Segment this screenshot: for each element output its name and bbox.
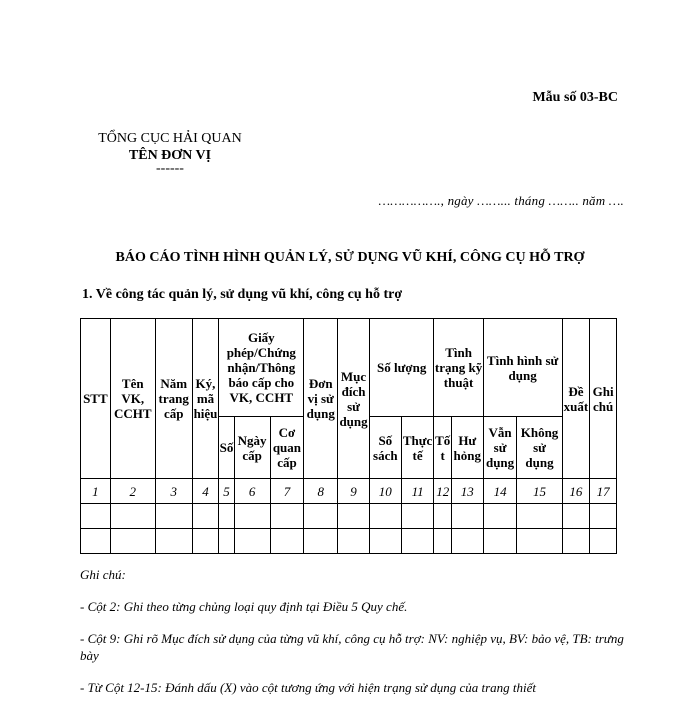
- unit-name: TÊN ĐƠN VỊ: [128, 148, 212, 163]
- agency-block: [95, 130, 245, 174]
- header-ky-ma-hieu: Ký, mã hiệu: [192, 319, 219, 479]
- note-item: - Từ Cột 12-15: Đánh dấu (X) vào cột tương ứng với hiện trạng sử dụng của trang thiết: [80, 680, 537, 695]
- col-num: 10: [369, 479, 401, 504]
- note-item: - Cột 9: Ghi rõ Mục đích sử dụng của từng vũ khí, công cụ hỗ trợ: NV: nghiệp vụ, BV: bảo vệ, TB: trưng bày: [80, 631, 624, 663]
- header-van-su-dung: Vẫn sử dụng: [483, 417, 517, 479]
- col-num: 12: [434, 479, 451, 504]
- col-num: 9: [338, 479, 370, 504]
- col-num: 3: [155, 479, 192, 504]
- col-num: 15: [517, 479, 562, 504]
- col-num: 8: [304, 479, 338, 504]
- report-title: BÁO CÁO TÌNH HÌNH QUẢN LÝ, SỬ DỤNG VŨ KHÍ, CÔNG CỤ HỖ TRỢ: [115, 250, 585, 265]
- notes-block: [80, 566, 640, 711]
- note-item: - Cột 2: Ghi theo từng chủng loại quy định tại Điều 5 Quy chế.: [80, 599, 408, 614]
- header-khong-su-dung: Không sử dụng: [517, 417, 562, 479]
- col-num: 14: [483, 479, 517, 504]
- header-de-xuat: Đề xuất: [562, 319, 590, 479]
- header-stt: STT: [81, 319, 111, 479]
- col-num: 7: [270, 479, 304, 504]
- col-num: 13: [451, 479, 483, 504]
- header-muc-dich: Mục đích sử dụng: [338, 319, 370, 479]
- header-hu-hong: Hư hỏng: [451, 417, 483, 479]
- col-num: 6: [234, 479, 270, 504]
- col-num: 17: [590, 479, 617, 504]
- column-number-row: [81, 479, 617, 504]
- header-ngay-cap: Ngày cấp: [234, 417, 270, 479]
- table-row: [81, 504, 617, 529]
- header-so-sach: Số sách: [369, 417, 401, 479]
- agency-name: TỔNG CỤC HẢI QUAN: [98, 131, 242, 146]
- header-nam: Năm trang cấp: [155, 319, 192, 479]
- agency-divider: ------: [156, 161, 184, 176]
- header-thuc-te: Thực tế: [401, 417, 434, 479]
- header-tinh-hinh: Tình hình sử dụng: [483, 319, 562, 417]
- form-number: Mẫu số 03-BC: [532, 90, 618, 105]
- header-ghi-chu: Ghi chú: [590, 319, 617, 479]
- col-num: 16: [562, 479, 590, 504]
- col-num: 5: [219, 479, 234, 504]
- col-num: 2: [110, 479, 155, 504]
- dateline: ……………., ngày ……... tháng …….. năm ….: [378, 193, 624, 208]
- section-heading: 1. Về công tác quản lý, sử dụng vũ khí, công cụ hỗ trợ: [82, 287, 403, 302]
- header-tot: Tốt: [434, 417, 451, 479]
- report-table: [80, 318, 617, 554]
- header-co-quan-cap: Cơ quan cấp: [270, 417, 304, 479]
- header-giay-phep: Giấy phép/Chứng nhận/Thông báo cấp cho VK, CCHT: [219, 319, 304, 417]
- notes-heading: Ghi chú:: [80, 567, 126, 582]
- table-row: [81, 529, 617, 554]
- col-num: 1: [81, 479, 111, 504]
- col-num: 4: [192, 479, 219, 504]
- header-so: Số: [219, 417, 234, 479]
- header-don-vi: Đơn vị sử dụng: [304, 319, 338, 479]
- col-num: 11: [401, 479, 434, 504]
- header-ten: Tên VK, CCHT: [110, 319, 155, 479]
- header-tinh-trang: Tình trạng kỹ thuật: [434, 319, 483, 417]
- header-so-luong: Số lượng: [369, 319, 434, 417]
